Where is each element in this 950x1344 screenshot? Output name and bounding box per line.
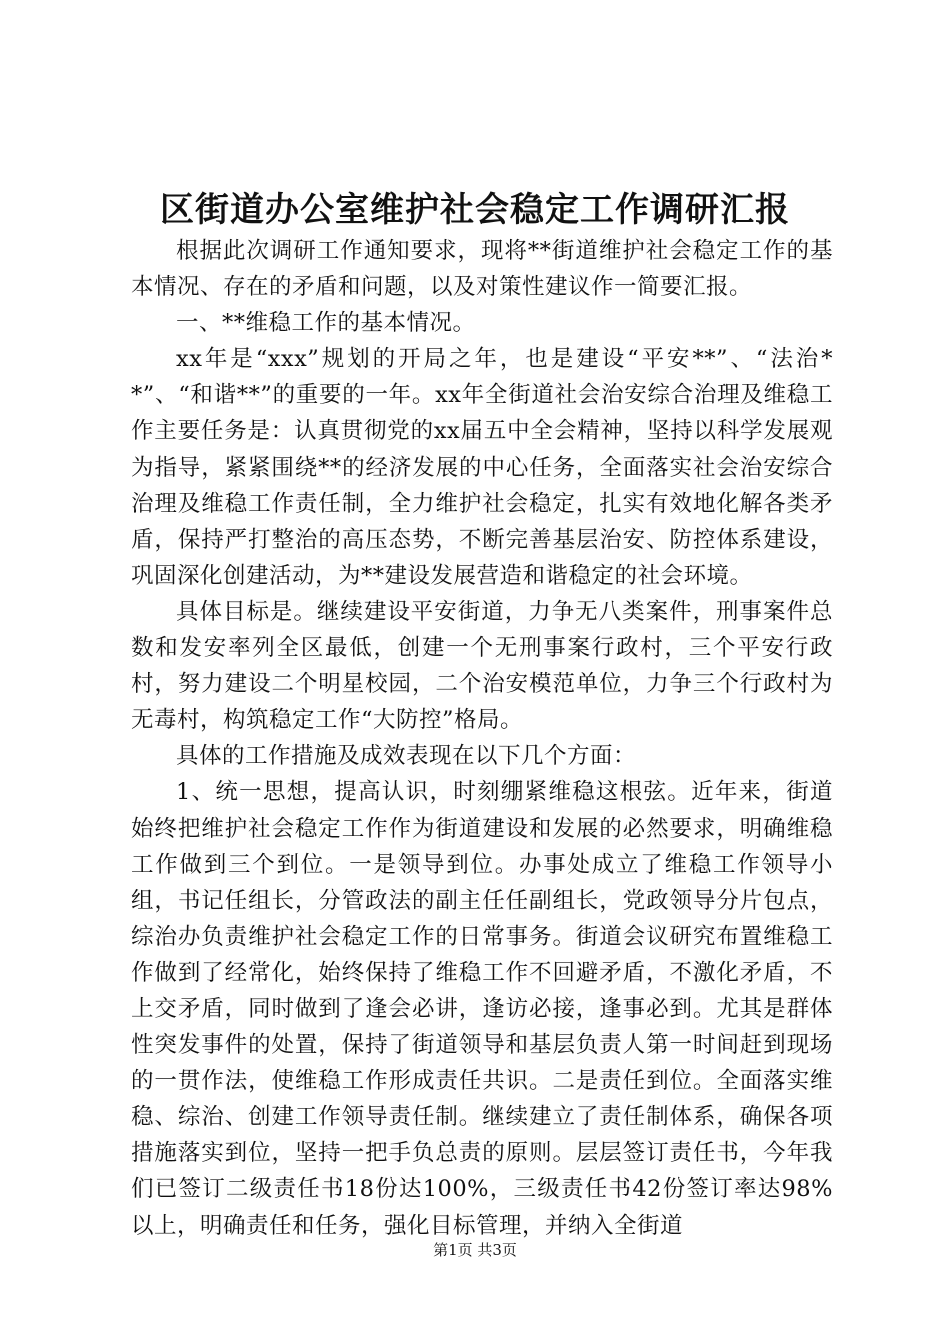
paragraph-intro: 根据此次调研工作通知要求，现将**街道维护社会稳定工作的基本情况、存在的矛盾和问题，以及对策性建议作一简要汇报。 [131, 238, 833, 301]
paragraph-main-tasks: xx年是“xxx”规划的开局之年，也是建设“平安**”、“法治**”、“和谐**”的重要的一年。xx年全街道社会治安综合治理及维稳工作主要任务是：认真贯彻党的xx届五中全会精神，坚持以科学发展观为指导，紧紧围绕**的经济发展的中心任务，全面落实社会治安综合治理及维稳工作责任制，全力维护社会稳定，扎实有效地化解各类矛盾，保持严打整治的高压态势，不断完善基层治安、防控体系建设，巩固深化创建活动，为**建设发展营造和谐稳定的社会环境。 [131, 346, 833, 589]
page-number-footer: 第1页 共3页 [433, 1241, 517, 1259]
document-body [131, 233, 833, 1244]
paragraph-measure-1: 1、统一思想，提高认识，时刻绷紧维稳这根弦。近年来，街道始终把维护社会稳定工作作为街道建设和发展的必然要求，明确维稳工作做到三个到位。一是领导到位。办事处成立了维稳工作领导小组，书记任组长，分管政法的副主任任副组长，党政领导分片包点，综治办负责维护社会稳定工作的日常事务。街道会议研究布置维稳工作做到了经常化，始终保持了维稳工作不回避矛盾，不激化矛盾，不上交矛盾，同时做到了逢会必讲，逢访必接，逢事必到。尤其是群体性突发事件的处置，保持了街道领导和基层负责人第一时间赶到现场的一贯作法，使维稳工作形成责任共识。二是责任到位。全面落实维稳、综治、创建工作领导责任制。继续建立了责任制体系，确保各项措施落实到位，坚持一把手负总责的原则。层层签订责任书，今年我们已签订二级责任书18份达100%，三级责任书42份签订率达98%以上，明确责任和任务，强化目标管理，并纳入全街道 [131, 779, 833, 1239]
paragraph-measures-intro: 具体的工作措施及成效表现在以下几个方面： [176, 743, 637, 770]
document-title: 区街道办公室维护社会稳定工作调研汇报 [160, 190, 790, 230]
section-heading-1: 一、**维稳工作的基本情况。 [176, 310, 476, 337]
paragraph-specific-goals: 具体目标是。继续建设平安街道，力争无八类案件，刑事案件总数和发安率列全区最低，创建一个无刑事案行政村，三个平安行政村，努力建设二个明星校园，二个治安模范单位，力争三个行政村为无毒村，构筑稳定工作“大防控”格局。 [131, 598, 833, 734]
